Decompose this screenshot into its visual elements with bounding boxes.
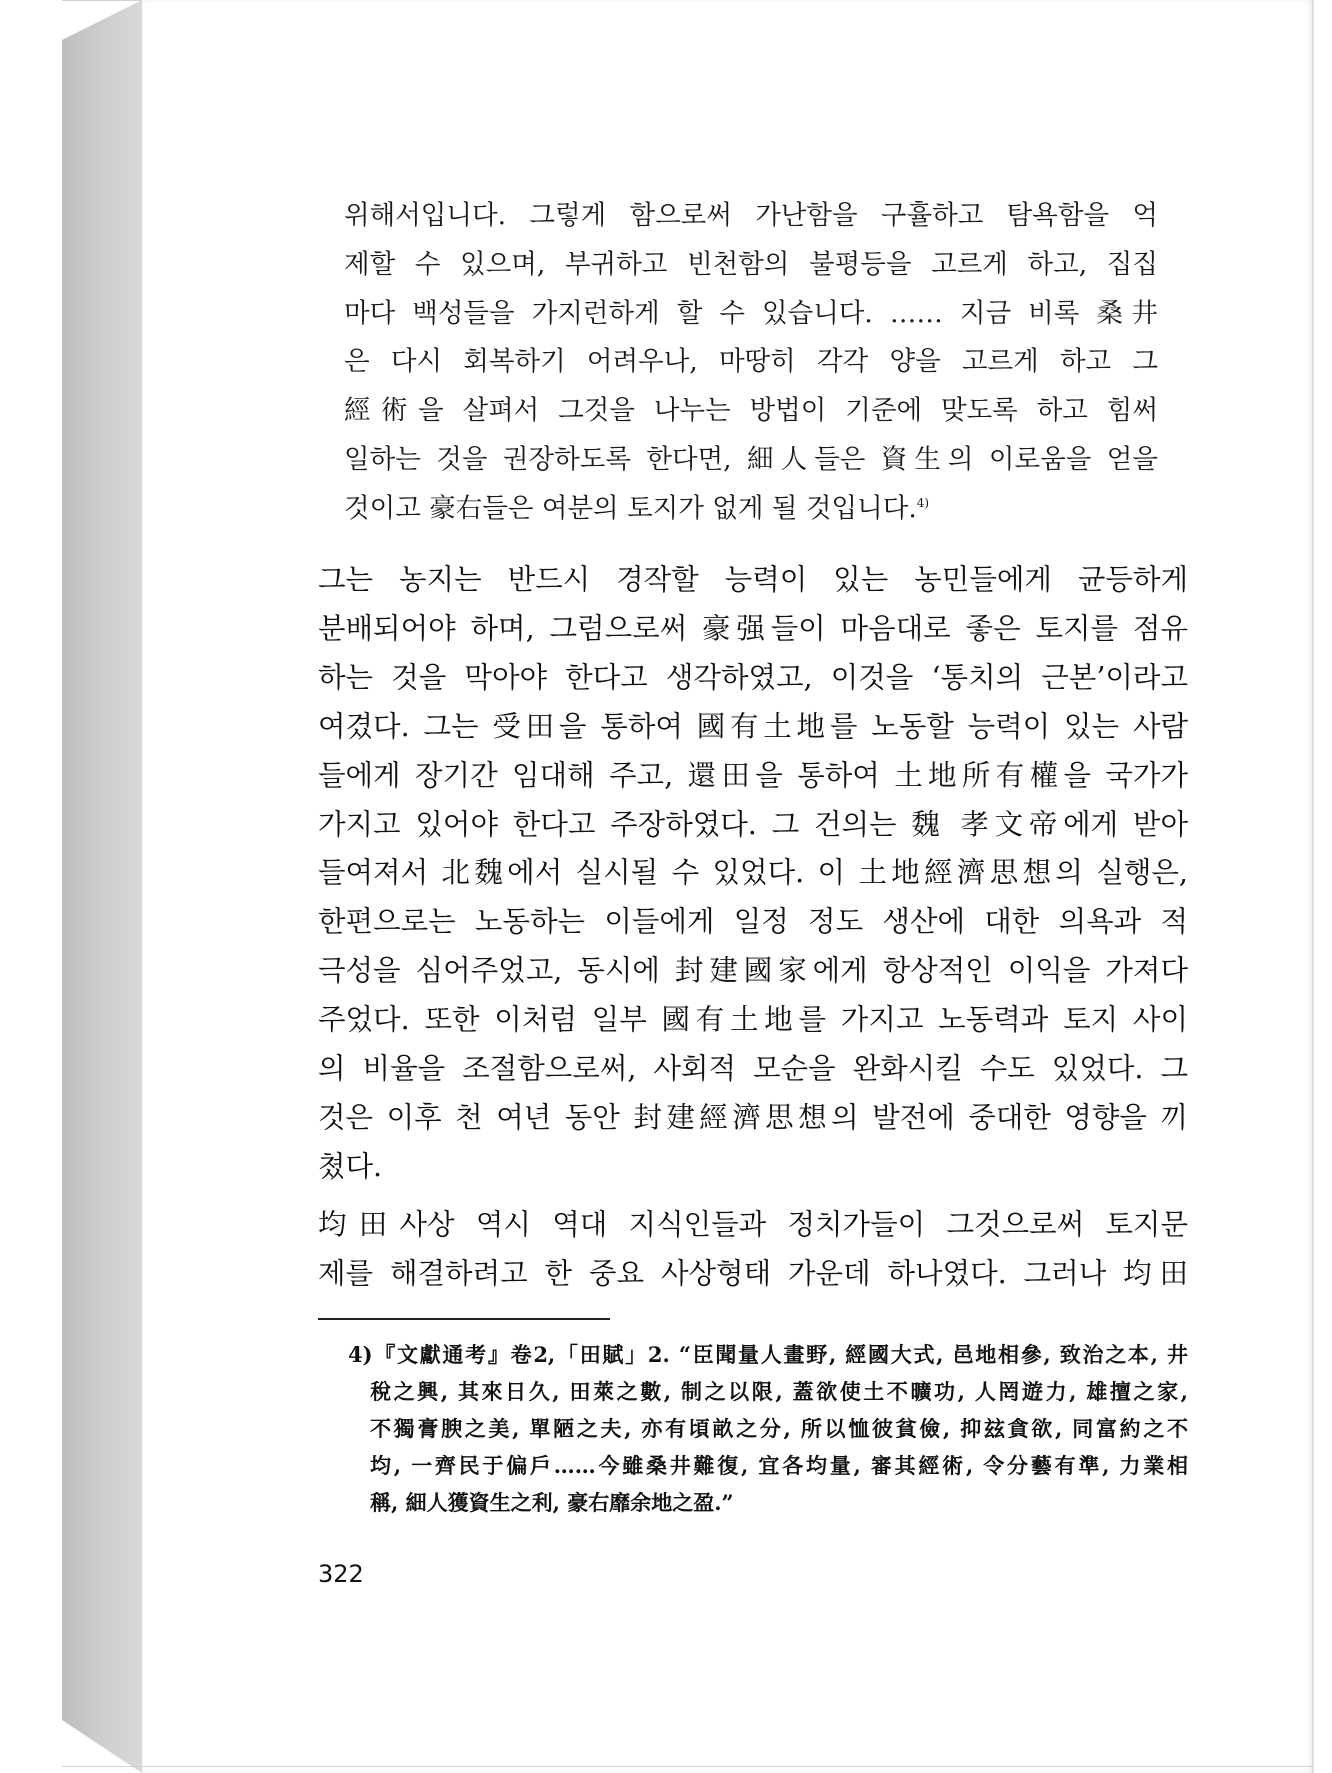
paragraph-line: 쳤다.	[318, 1149, 383, 1183]
paragraph-line: 그는 농지는 반드시 경작할 능력이 있는 농민들에게 균등하게	[318, 563, 1188, 596]
footnote-line: 稱, 細人獲資生之利, 豪右靡余地之盈.”	[370, 1490, 734, 1515]
paragraph-line: 의 비율을 조절함으로써, 사회적 모순을 완화시킬 수도 있었다. 그	[318, 1052, 1188, 1086]
quote-line: 經術을 살펴서 그것을 나누는 방법이 기준에 맞도록 하고 힘써	[344, 395, 1158, 427]
footnote-line: 均, 一齊民于偏戶……今雖桑井難復, 宜各均量, 審其經術, 令分藝有準, 力業相	[370, 1453, 1188, 1478]
footnote-line: 不獨膏腴之美, 單陋之夫, 亦有頃畝之分, 所以恤彼貧儉, 抑玆貪欲, 同富約之不	[370, 1416, 1188, 1441]
paragraph-line: 제를 해결하려고 한 중요 사상형태 가운데 하나였다. 그러나 均田	[318, 1256, 1188, 1290]
quote-line-last	[344, 485, 1158, 534]
paragraph-line: 均田사상 역시 역대 지식인들과 정치가들이 그것으로써 토지문	[318, 1208, 1188, 1241]
quote-line: 제할 수 있으며, 부귀하고 빈천함의 불평등을 고르게 하고, 집집	[344, 248, 1158, 280]
paragraph-line: 들여져서 北魏에서 실시될 수 있었다. 이 土地經濟思想의 실행은,	[318, 856, 1188, 890]
page-number: 322	[318, 1560, 364, 1588]
footnote	[348, 1336, 1188, 1521]
footnote-separator	[318, 1318, 610, 1320]
quote-line: 일하는 것을 권장하도록 한다면, 細人들은 資生의 이로움을 얻을	[344, 443, 1158, 475]
quote-line: 은 다시 회복하기 어려우나, 마땅히 각각 양을 고르게 하고 그	[344, 346, 1158, 378]
paragraph-line: 극성을 심어주었고, 동시에 封建國家에게 항상적인 이익을 가져다	[318, 954, 1188, 988]
quote-line: 위해서입니다. 그렇게 함으로써 가난함을 구휼하고 탐욕함을 억	[344, 200, 1158, 231]
paragraph-line: 들에게 장기간 임대해 주고, 還田을 통하여 土地所有權을 국가가	[318, 758, 1188, 792]
quote-line-text: 것이고 豪右들은 여분의 토지가 없게 될 것입니다.	[344, 492, 917, 524]
footnote-marker: 4)	[916, 495, 930, 510]
paragraph-line: 것은 이후 천 여년 동안 封建經濟思想의 발전에 중대한 영향을 끼	[318, 1100, 1188, 1134]
page-edge-bottom	[62, 1766, 1312, 1767]
paragraph-line: 주었다. 또한 이처럼 일부 國有土地를 가지고 노동력과 토지 사이	[318, 1003, 1188, 1037]
body-paragraph-1	[318, 556, 1188, 1192]
paragraph-line: 여겼다. 그는 受田을 통하여 國有土地를 노동할 능력이 있는 사람	[318, 709, 1188, 743]
book-spine	[62, 0, 142, 1773]
block-quote	[344, 192, 1158, 534]
quote-line: 마다 백성들을 가지런하게 할 수 있습니다. …… 지금 비록 桑井	[344, 297, 1158, 329]
body-paragraph-2	[318, 1201, 1188, 1299]
paragraph-line: 가지고 있어야 한다고 주장하였다. 그 건의는 魏 孝文帝에게 받아	[318, 807, 1188, 841]
footnote-line: 稅之興, 其來日久, 田萊之數, 制之以限, 蓋欲使土不曠功, 人罔遊力, 雄擅之家,	[370, 1379, 1188, 1404]
paragraph-line: 하는 것을 막아야 한다고 생각하였고, 이것을 ‘통치의 근본’이라고	[318, 660, 1188, 694]
footnote-line: 4)『文獻通考』卷2,「田賦」2. “臣聞量人畫野, 經國大式, 邑地相參, 致治之本, 井	[348, 1342, 1188, 1367]
paragraph-line: 한편으로는 노동하는 이들에게 일정 정도 생산에 대한 의욕과 적	[318, 905, 1188, 939]
paragraph-line: 분배되어야 하며, 그럼으로써 豪强들이 마음대로 좋은 토지를 점유	[318, 611, 1188, 645]
